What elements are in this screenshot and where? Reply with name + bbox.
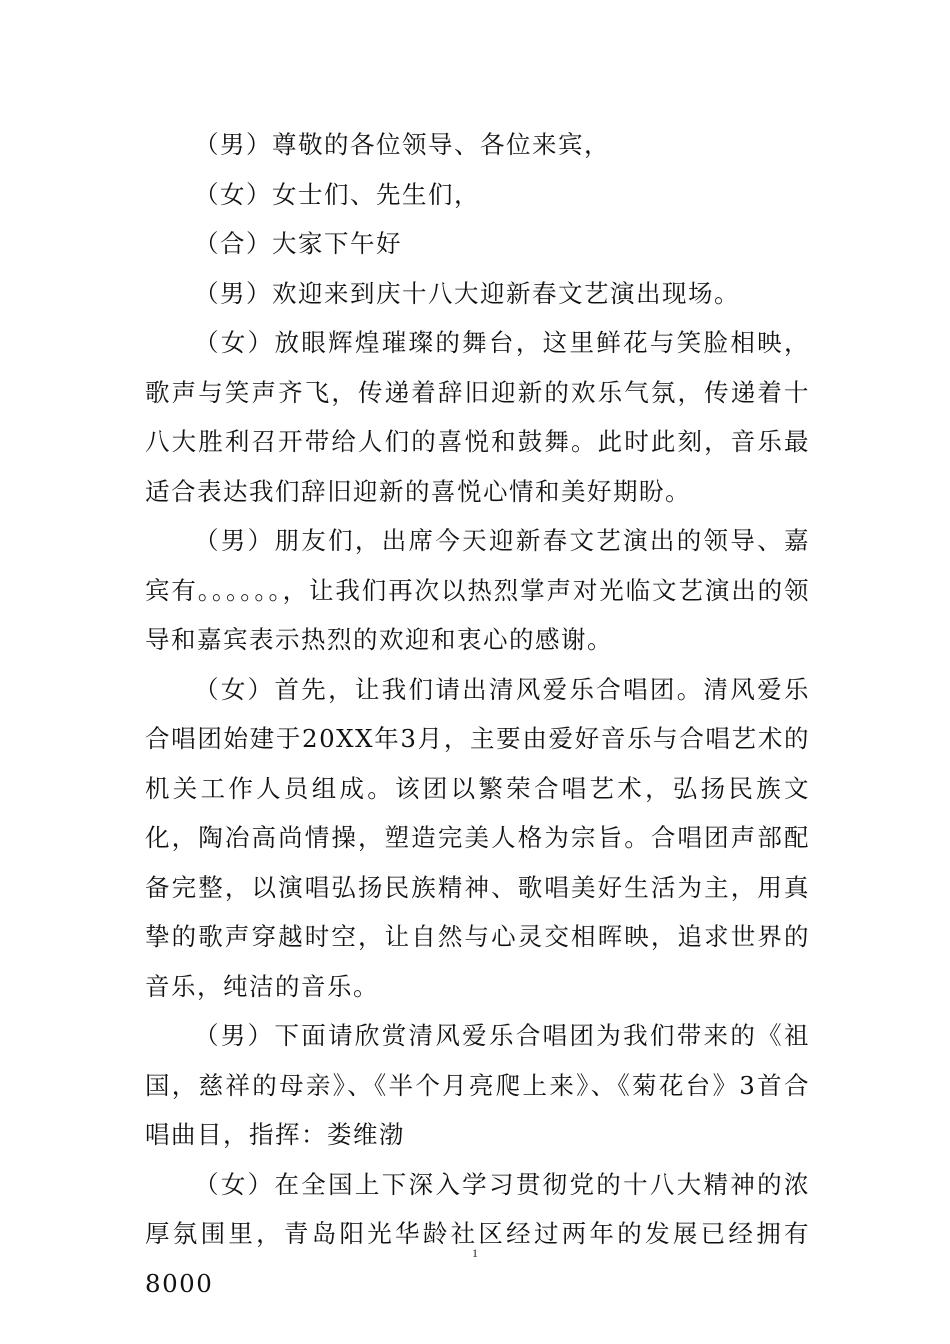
paragraph-choir-introduction: （女）首先，让我们请出清风爱乐合唱团。清风爱乐合唱团始建于20XX年3月，主要由爱好音乐与合唱艺术的机关工作人员组成。该团以繁荣合唱艺术，弘扬民族文化，陶冶高尚情操，塑造完美人格为宗旨。合唱团声部配备完整，以演唱弘扬民族精神、歌唱美好生活为主，用真挚的歌声穿越时空，让自然与心灵交相晖映，追求世界的音乐，纯洁的音乐。 [145,674,810,1001]
paragraph-guests: （男）朋友们，出席今天迎新春文艺演出的领导、嘉宾有。。。。。。，让我们再次以热烈掌声对光临文艺演出的领导和嘉宾表示热烈的欢迎和衷心的感谢。 [145,526,810,654]
paragraph-together-greeting: （合）大家下午好 [194,229,402,258]
paragraph-welcome: （男）欢迎来到庆十八大迎新春文艺演出现场。 [194,278,740,308]
paragraph-community: （女）在全国上下深入学习贯彻党的十八大精神的浓厚氛围里，青岛阳光华龄社区经过两年的发展已经拥有8000 [145,1169,810,1298]
paragraph-stage-description: （女）放眼辉煌璀璨的舞台，这里鲜花与笑脸相映，歌声与笑声齐飞，传递着辞旧迎新的欢乐气氛，传递着十八大胜利召开带给人们的喜悦和鼓舞。此时此刻，音乐最适合表达我们辞旧迎新的喜悦心情和美好期盼。 [145,328,810,506]
document-body [145,120,810,1308]
page-number: 1 [472,1246,478,1260]
paragraph-choir-songs: （男）下面请欣赏清风爱乐合唱团为我们带来的《祖国，慈祥的母亲》、《半个月亮爬上来》、《菊花台》3首合唱曲目，指挥：娄维渤 [145,1021,810,1149]
paragraph-female-greeting: （女）女士们、先生们， [194,179,480,209]
paragraph-male-greeting: （男）尊敬的各位领导、各位来宾， [194,130,610,159]
